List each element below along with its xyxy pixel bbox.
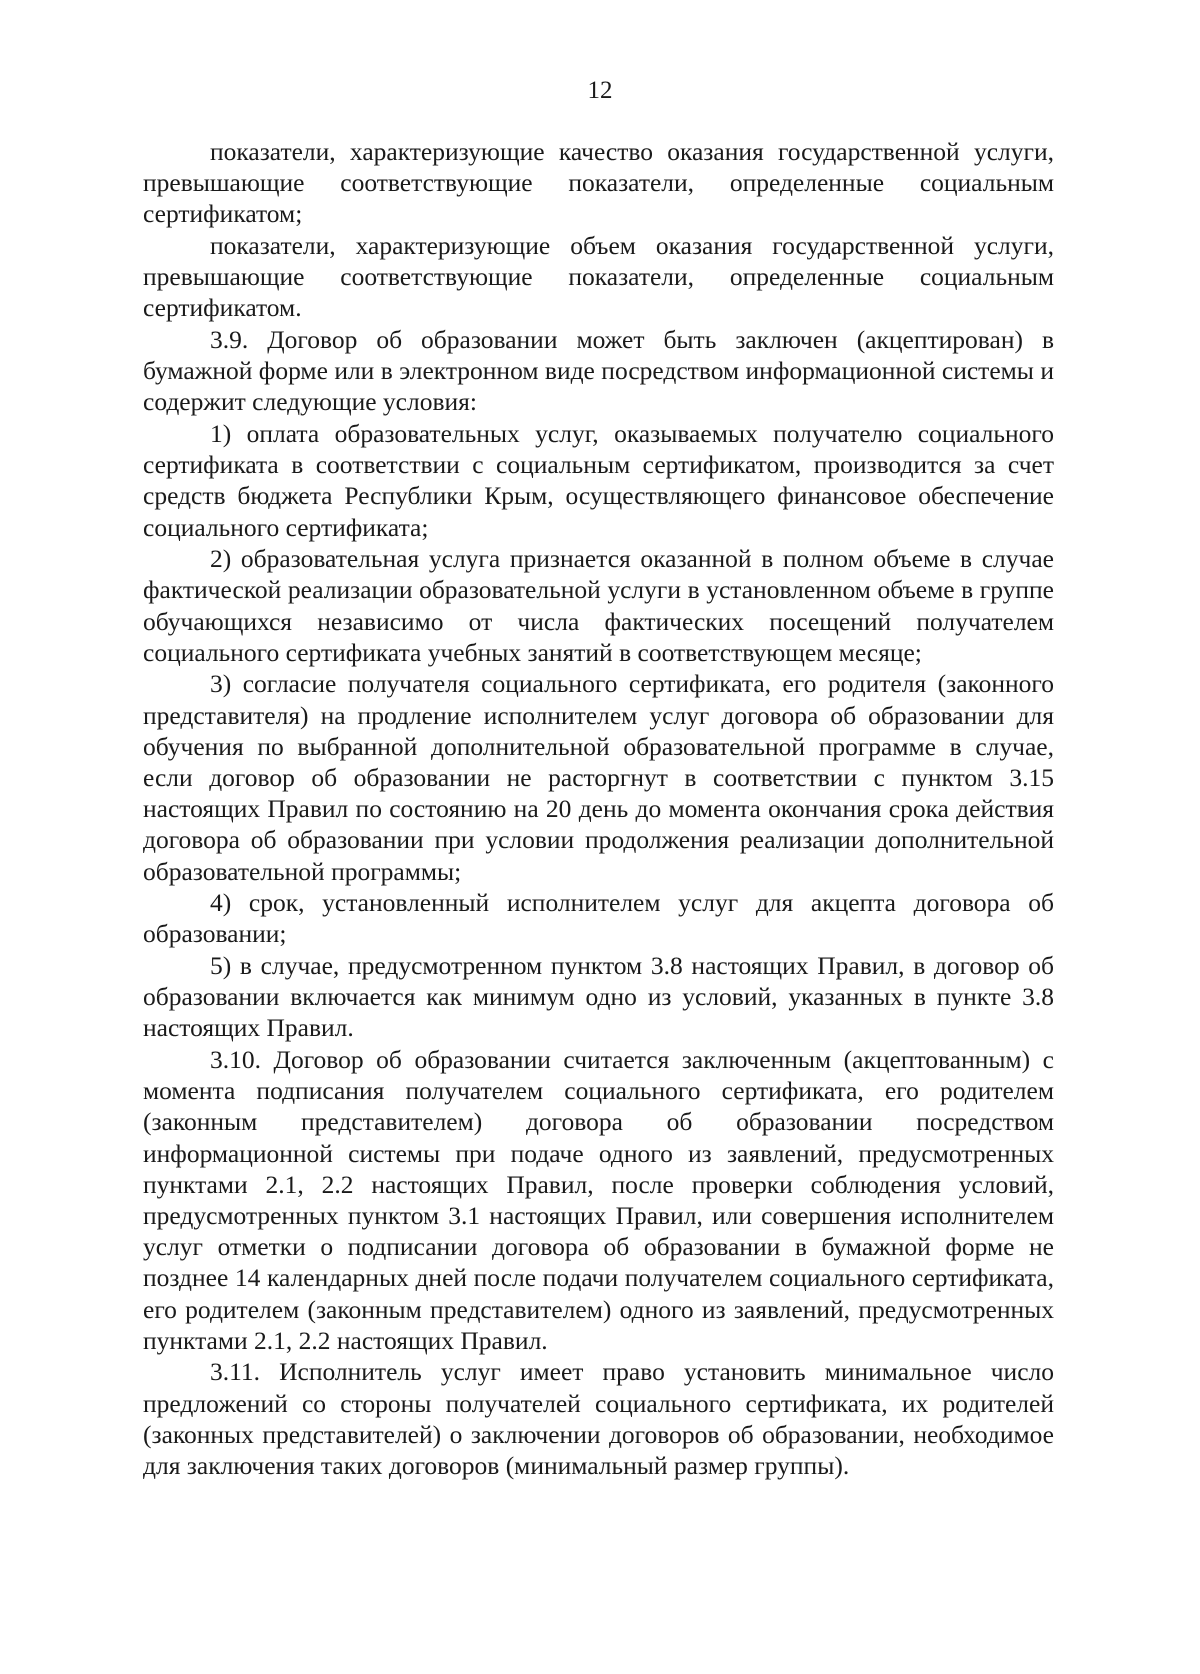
page-number: 12 (587, 77, 613, 104)
paragraph-3-9-item-4: 4) срок, установленный исполнителем услуг для акцепта договора об образовании; (143, 888, 1054, 949)
paragraph-3-9-item-5: 5) в случае, предусмотренном пунктом 3.8 настоящих Правил, в договор об образовании включается как минимум одно из условий, указанных в пункте 3.8 настоящих Правил. (143, 951, 1054, 1043)
paragraph-3-9-item-3: 3) согласие получателя социального сертификата, его родителя (законного представителя) на продление исполнителем услуг договора об образовании для обучения по выбранной дополнительной образовательной программе в случае, если договор об образовании не расторгнут в соответствии с пунктом 3.15 настоящих Правил по состоянию на 20 день до момента окончания срока действия договора об образовании при условии продолжения реализации дополнительной образовательной программы; (143, 669, 1054, 886)
paragraph-quality-indicators: показатели, характеризующие качество оказания государственной услуги, превышающие соответствующие показатели, определенные социальным сертификатом; (143, 137, 1054, 229)
paragraph-3-11: 3.11. Исполнитель услуг имеет право установить минимальное число предложений со стороны получателей социального сертификата, их родителей (законных представителей) о заключении договоров об образовании, необходимое для заключения таких договоров (минимальный размер группы). (143, 1357, 1054, 1481)
paragraph-volume-indicators: показатели, характеризующие объем оказания государственной услуги, превышающие соответствующие показатели, определенные социальным сертификатом. (143, 231, 1054, 323)
document-body (143, 136, 1054, 1482)
paragraph-3-10: 3.10. Договор об образовании считается заключенным (акцептованным) с момента подписания получателем социального сертификата, его родителем (законным представителем) договора об образовании посредством информационной системы при подаче одного из заявлений, предусмотренных пунктами 2.1, 2.2 настоящих Правил, после проверки соблюдения условий, предусмотренных пунктом 3.1 настоящих Правил, или совершения исполнителем услуг отметки о подписании договора об образовании в бумажной форме не позднее 14 календарных дней после подачи получателем социального сертификата, его родителем (законным представителем) одного из заявлений, предусмотренных пунктами 2.1, 2.2 настоящих Правил. (143, 1045, 1054, 1355)
paragraph-3-9-item-2: 2) образовательная услуга признается оказанной в полном объеме в случае фактической реализации образовательной услуги в установленном объеме в группе обучающихся независимо от числа фактических посещений получателем социального сертификата учебных занятий в соответствующем месяце; (143, 544, 1054, 667)
paragraph-3-9: 3.9. Договор об образовании может быть заключен (акцептирован) в бумажной форме или в электронном виде посредством информационной системы и содержит следующие условия: (143, 325, 1054, 417)
paragraph-3-9-item-1: 1) оплата образовательных услуг, оказываемых получателю социального сертификата в соответствии с социальным сертификатом, производится за счет средств бюджета Республики Крым, осуществляющего финансовое обеспечение социального сертификата; (143, 419, 1054, 542)
